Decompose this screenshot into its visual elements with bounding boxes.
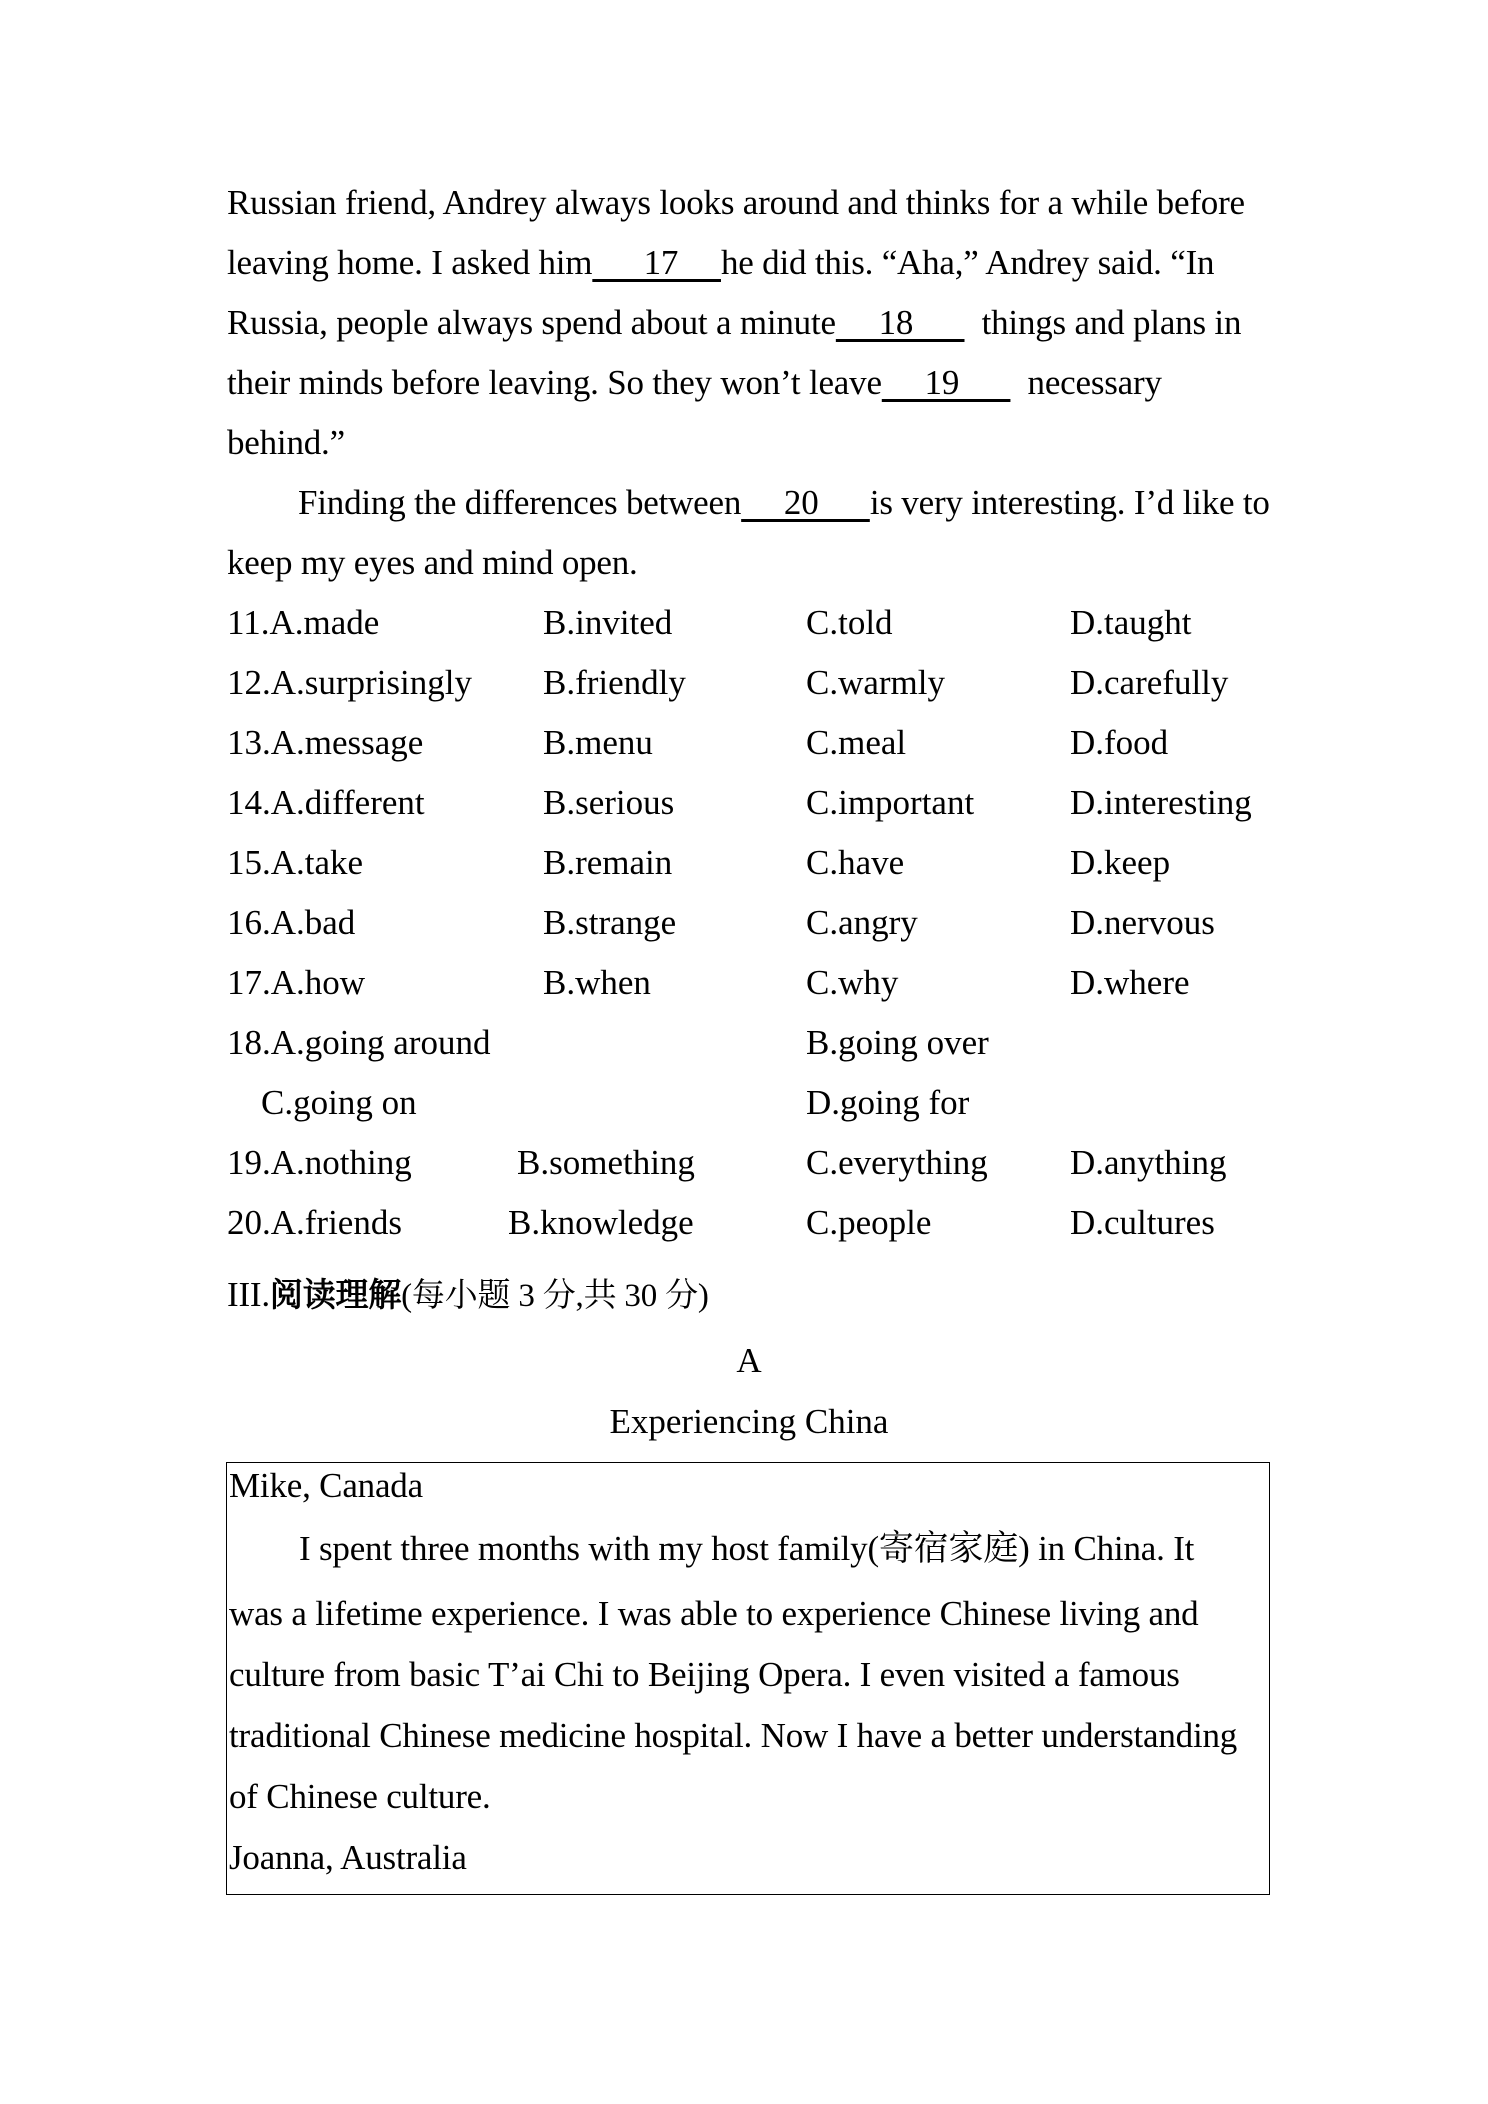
option-b: B.when: [543, 963, 651, 1002]
blank-18: 18: [835, 303, 965, 342]
passage-line: Russian friend, Andrey always looks around and thinks for a while before: [227, 183, 1245, 222]
reading-letter: A: [736, 1341, 762, 1380]
option-c: C.important: [806, 783, 975, 822]
passage-line: [227, 360, 1162, 406]
option-a: 19.A.nothing: [227, 1143, 412, 1182]
section-title: 阅读理解: [269, 1275, 402, 1314]
author-name: Joanna, Australia: [229, 1838, 467, 1877]
option-a: 13.A.message: [227, 723, 424, 762]
option-d: D.cultures: [1070, 1203, 1215, 1242]
option-b: B.serious: [543, 783, 675, 822]
option-b: B.knowledge: [508, 1203, 694, 1242]
option-b: B.invited: [543, 603, 673, 642]
option-d: D.food: [1070, 723, 1169, 762]
option-c: C.people: [806, 1203, 932, 1242]
option-d: D.anything: [1070, 1143, 1227, 1182]
passage-text: things and plans in: [964, 303, 1242, 342]
option-b: B.menu: [543, 723, 653, 762]
option-d: D.nervous: [1070, 903, 1215, 942]
option-b: B.something: [517, 1143, 695, 1182]
passage-line: keep my eyes and mind open.: [227, 543, 638, 582]
passage-text: their minds before leaving. So they won’t leave: [227, 363, 882, 402]
passage-text: is very interesting. I’d like to: [869, 483, 1270, 522]
paragraph-line: traditional Chinese medicine hospital. Now I have a better understanding: [229, 1716, 1238, 1755]
reading-box: [226, 1462, 1270, 1895]
passage-text: Russia, people always spend about a minute: [227, 303, 836, 342]
option-d: D.where: [1070, 963, 1190, 1002]
passage-text: necessary: [1010, 363, 1162, 402]
option-a: 18.A.going around: [227, 1023, 491, 1062]
section-note: (每小题 3 分,共 30 分): [401, 1278, 709, 1314]
option-a: 15.A.take: [227, 843, 364, 882]
option-a: 20.A.friends: [227, 1203, 402, 1242]
option-d: D.interesting: [1070, 783, 1252, 822]
blank-17: 17: [592, 243, 721, 282]
option-d: D.carefully: [1070, 663, 1229, 702]
passage-line: behind.”: [227, 423, 345, 462]
passage-text: leaving home. I asked him: [227, 243, 593, 282]
paragraph-line: culture from basic T’ai Chi to Beijing Opera. I even visited a famous: [229, 1655, 1180, 1694]
reading-title: Experiencing China: [609, 1402, 889, 1441]
paragraph-line: of Chinese culture.: [229, 1777, 491, 1816]
option-b: B.strange: [543, 903, 677, 942]
option-c: C.told: [806, 603, 893, 642]
paragraph-line: I spent three months with my host family(寄宿家庭) in China. It: [299, 1529, 1195, 1568]
option-c: C.everything: [806, 1143, 988, 1182]
passage-line: [227, 300, 1241, 346]
option-c: C.going on: [261, 1083, 417, 1122]
option-d: D.taught: [1070, 603, 1192, 642]
paragraph-line: was a lifetime experience. I was able to experience Chinese living and: [229, 1594, 1199, 1633]
section-heading: [227, 1272, 709, 1319]
option-c: C.angry: [806, 903, 918, 942]
section-prefix: III.: [227, 1275, 270, 1314]
option-a: 16.A.bad: [227, 903, 356, 942]
option-c: C.meal: [806, 723, 907, 762]
option-c: C.warmly: [806, 663, 946, 702]
option-c: C.have: [806, 843, 905, 882]
option-a: 11.A.made: [227, 603, 380, 642]
passage-text: Finding the differences between: [298, 483, 742, 522]
blank-19: 19: [881, 363, 1011, 402]
passage-line: [227, 240, 1214, 286]
option-a: 12.A.surprisingly: [227, 663, 472, 702]
option-a: 17.A.how: [227, 963, 366, 1002]
option-d: D.going for: [806, 1083, 970, 1122]
option-d: D.keep: [1070, 843, 1171, 882]
blank-20: 20: [741, 483, 870, 522]
option-a: 14.A.different: [227, 783, 425, 822]
passage-text: he did this. “Aha,” Andrey said. “In: [720, 243, 1215, 282]
option-b: B.going over: [806, 1023, 989, 1062]
option-c: C.why: [806, 963, 899, 1002]
option-b: B.remain: [543, 843, 673, 882]
passage-line: [298, 480, 1270, 526]
author-name: Mike, Canada: [229, 1466, 423, 1505]
option-b: B.friendly: [543, 663, 686, 702]
